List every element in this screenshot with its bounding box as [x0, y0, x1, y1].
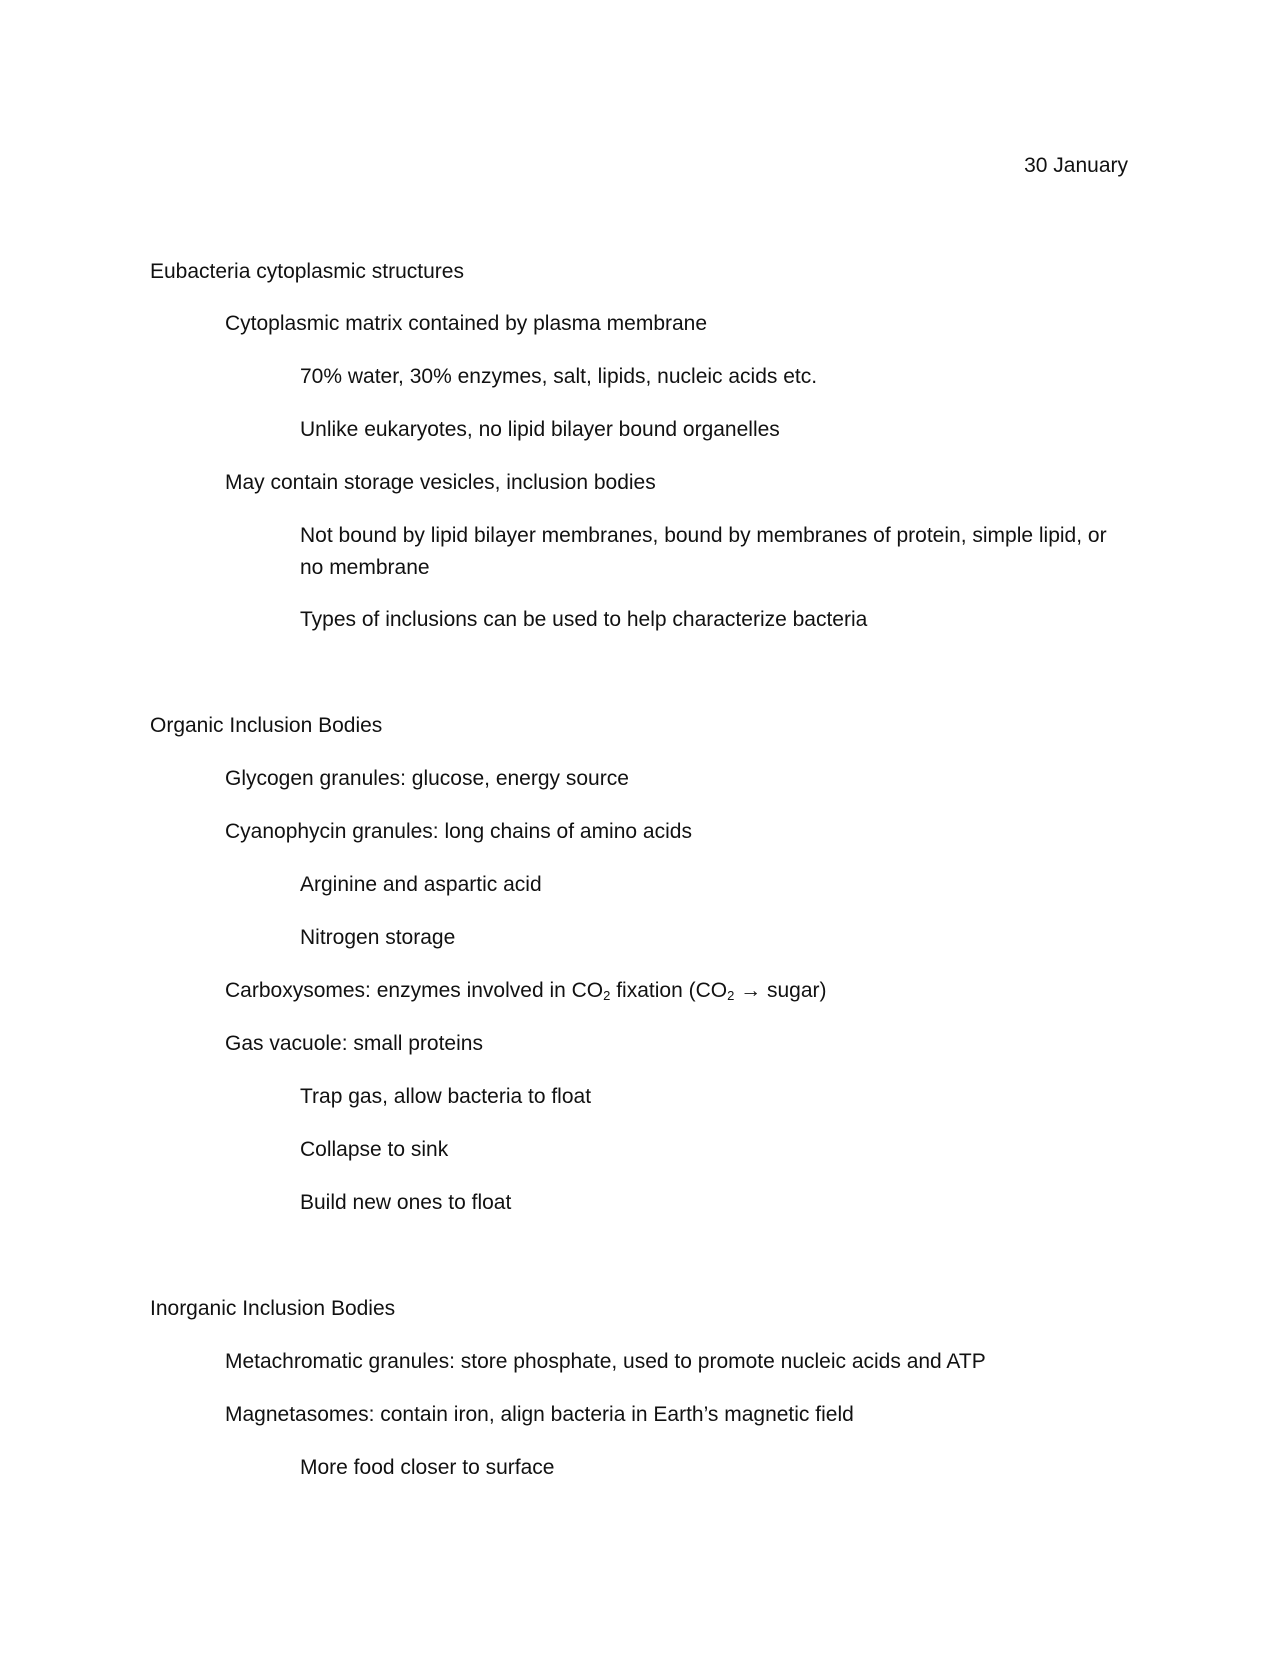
list-item: Not bound by lipid bilayer membranes, bound by membranes of protein, simple lipid, or no membrane: [300, 524, 1107, 579]
subscript: 2: [603, 988, 611, 1003]
list-item: Trap gas, allow bacteria to float: [300, 1085, 592, 1108]
list-item: Types of inclusions can be used to help characterize bacteria: [300, 608, 868, 631]
list-item: 70% water, 30% enzymes, salt, lipids, nucleic acids etc.: [300, 365, 818, 388]
list-item: Unlike eukaryotes, no lipid bilayer bound organelles: [300, 418, 780, 441]
date: 30 January: [1024, 154, 1128, 177]
list-item: Cytoplasmic matrix contained by plasma membrane: [225, 312, 708, 335]
list-item: Arginine and aspartic acid: [300, 873, 542, 896]
text-segment: fixation (CO: [610, 979, 728, 1002]
section-heading-inorganic: Inorganic Inclusion Bodies: [150, 1297, 396, 1320]
list-item: Magnetasomes: contain iron, align bacteria in Earth’s magnetic field: [225, 1403, 854, 1426]
list-item: More food closer to surface: [300, 1456, 555, 1479]
list-item: Nitrogen storage: [300, 926, 456, 949]
section-heading-organic: Organic Inclusion Bodies: [150, 714, 383, 737]
text-segment: Carboxysomes: enzymes involved in CO: [225, 979, 604, 1002]
list-item-carboxysomes: [225, 975, 827, 1007]
list-item: Cyanophycin granules: long chains of amino acids: [225, 820, 692, 843]
list-item: May contain storage vesicles, inclusion bodies: [225, 471, 656, 494]
list-item: Glycogen granules: glucose, energy source: [225, 767, 629, 790]
section-heading-eubacteria: Eubacteria cytoplasmic structures: [150, 260, 464, 283]
list-item: Gas vacuole: small proteins: [225, 1032, 483, 1055]
list-item: Collapse to sink: [300, 1138, 449, 1161]
text-segment: → sugar): [734, 979, 827, 1002]
list-item: Build new ones to float: [300, 1191, 512, 1214]
subscript: 2: [727, 988, 735, 1003]
list-item: Metachromatic granules: store phosphate, used to promote nucleic acids and ATP: [225, 1350, 986, 1373]
